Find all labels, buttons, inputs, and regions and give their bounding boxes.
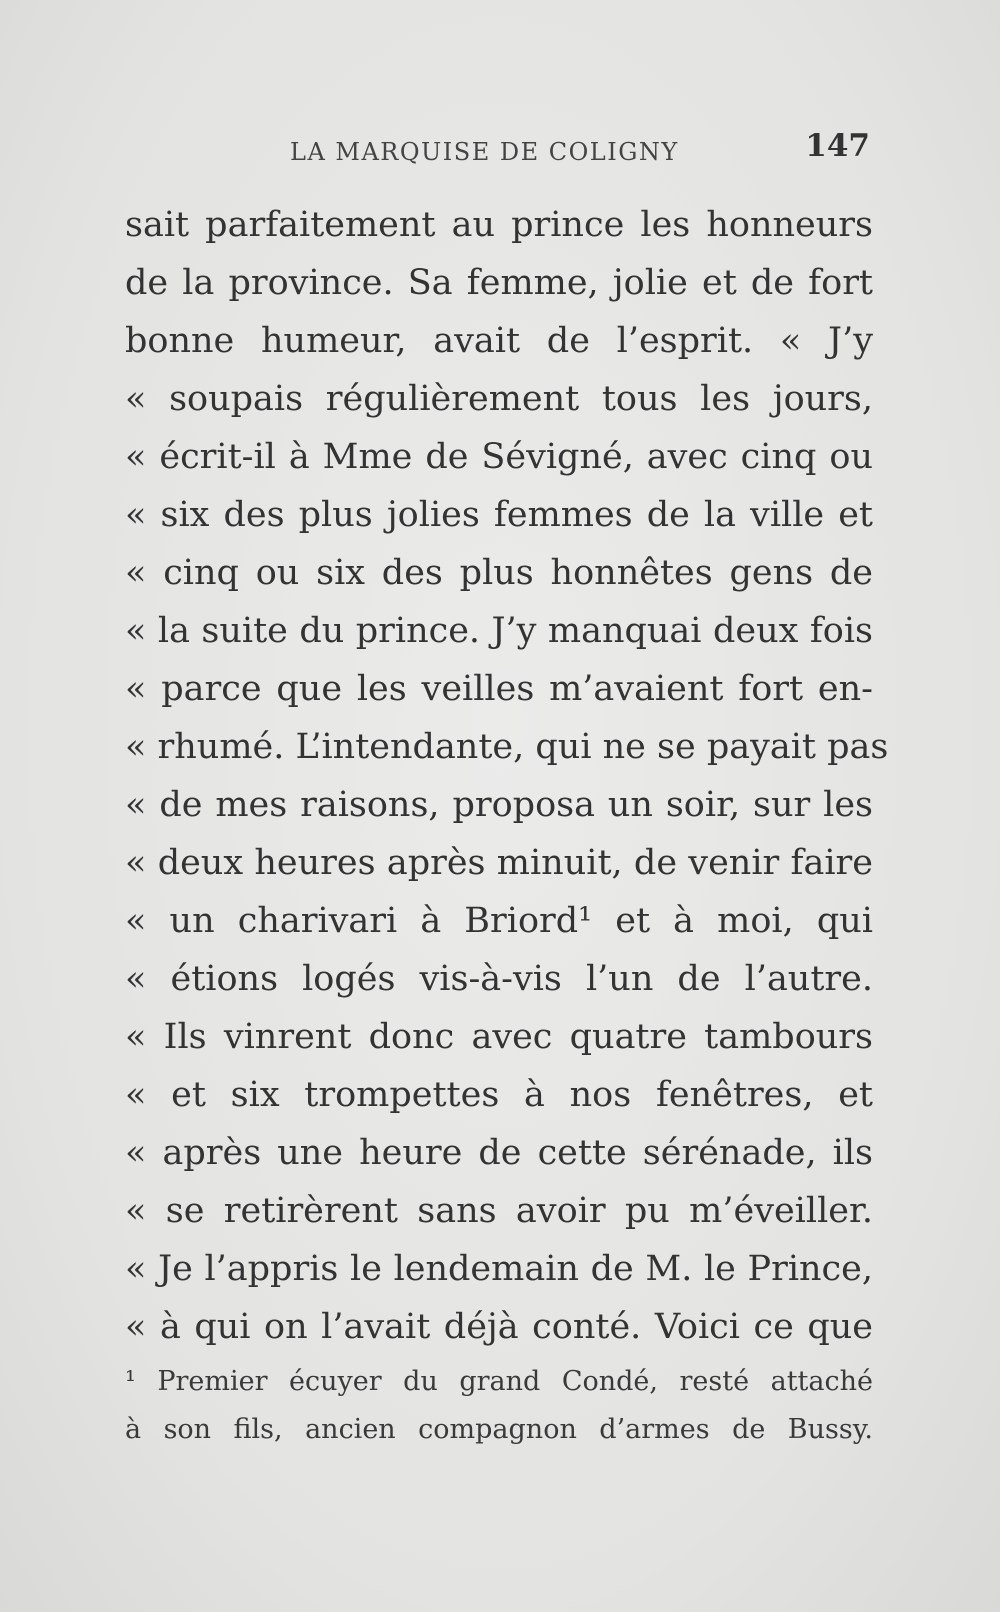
running-head [290,128,870,168]
footnote-line: à son fils, ancien compagnon d’armes de Bussy. [125,1414,873,1445]
page-number: 147 [805,128,870,164]
text-line: « à qui on l’avait déjà conté. Voici ce que [125,1307,873,1347]
text-line: « parce que les veilles m’avaient fort en- [125,669,873,709]
text-line: « de mes raisons, proposa un soir, sur les [125,785,873,825]
text-line: « écrit-il à Mme de Sévigné, avec cinq ou [125,437,873,477]
text-line: « Ils vinrent donc avec quatre tambours [125,1017,873,1057]
text-line: « la suite du prince. J’y manquai deux fois [125,611,873,651]
text-line: « deux heures après minuit, de venir faire [125,843,873,883]
text-line: « Je l’appris le lendemain de M. le Prince, [125,1249,873,1289]
text-line: « rhumé. L’intendante, qui ne se payait pas [125,727,889,767]
footnote-line: ¹ Premier écuyer du grand Condé, resté attaché [125,1366,873,1397]
footnote [125,1358,873,1454]
running-title: LA MARQUISE DE COLIGNY [290,138,679,166]
text-line: « se retirèrent sans avoir pu m’éveiller. [125,1191,873,1231]
text-line: « après une heure de cette sérénade, ils [125,1133,873,1173]
text-line: « six des plus jolies femmes de la ville et [125,495,873,535]
text-line: « cinq ou six des plus honnêtes gens de [125,553,873,593]
text-line: bonne humeur, avait de l’esprit. « J’y [125,321,873,361]
body-text [125,196,889,1356]
text-line: « soupais régulièrement tous les jours, [125,379,873,419]
text-line: « étions logés vis-à-vis l’un de l’autre. [125,959,873,999]
text-line: de la province. Sa femme, jolie et de fort [125,263,873,303]
text-line: sait parfaitement au prince les honneurs [125,205,873,245]
text-line: « un charivari à Briord¹ et à moi, qui [125,901,873,941]
text-line: « et six trompettes à nos fenêtres, et [125,1075,873,1115]
